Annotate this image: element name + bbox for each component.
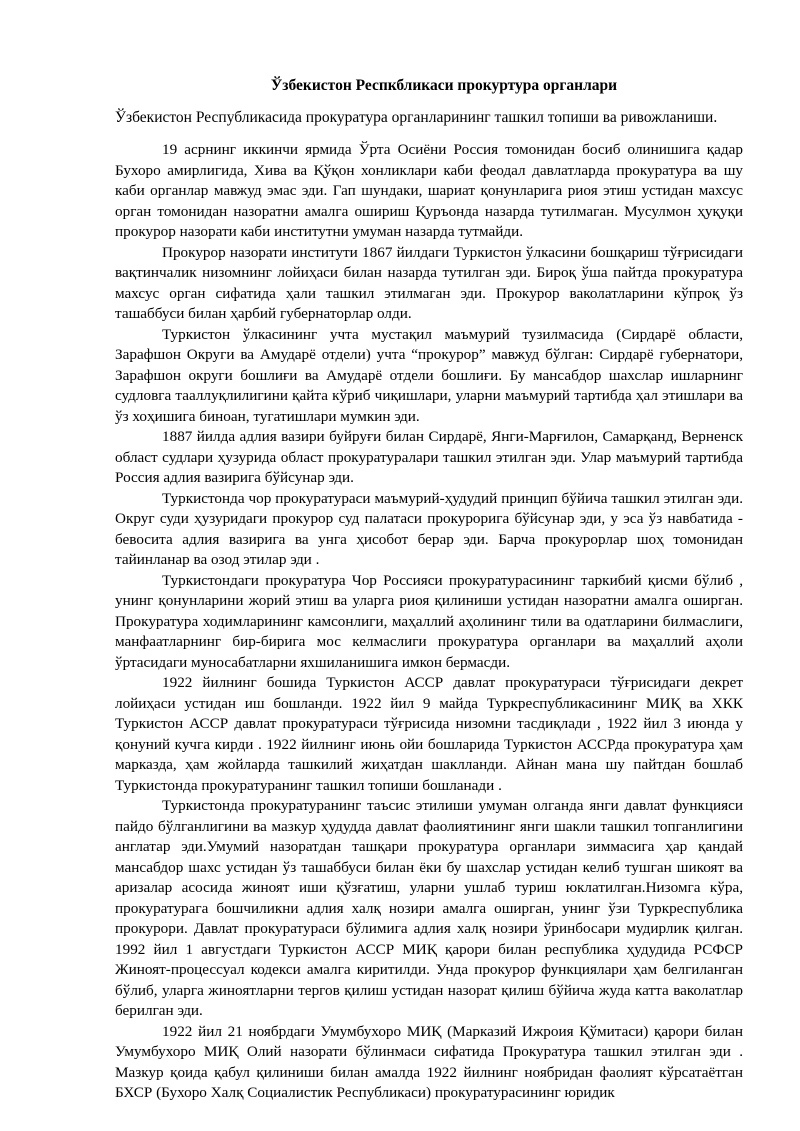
paragraph: Туркистондаги прокуратура Чор Россияси прокуратурасининг таркибий қисми бўлиб , унинг қонунларини жорий этиш ва уларга риоя қилиниши устидан назоратни амалга оширган. Прокуратура ходимларининг камсонлиги, маҳаллий аҳолининг тили ва одатларини билмаслиги, манфаатларнинг бир-бирига мос келмаслиги прокуратура органлари ва маҳаллий аҳоли ўртасидаги муносабатларни яхшиланишига имкон бермасди.	[115, 571, 743, 671]
paragraph: Прокурор назорати институти 1867 йилдаги Туркистон ўлкасини бошқариш тўғрисидаги вақтинчалик низомнинг лойиҳаси билан назарда тутилган эди. Бироқ ўша пайтда прокуратура махсус орган сифатида ҳали ташкил этилмаган эди. Прокурор ваколатларини кўпроқ ўз ташаббуси билан ҳарбий губернаторлар олди.	[115, 243, 743, 322]
paragraph: Туркистон ўлкасининг учта мустақил маъмурий тузилмасида (Сирдарё области, Зарафшон Округи ва Амударё отдели) учта “прокурор” мавжуд бўлган: Сирдарё губернатори, Зарафшон округи бошлиғи ва Амударё отдели бошлиғи. Бу мансабдор шахслар ишларнинг судловга тааллуқлилигини қайта кўриб чиқишлари, уларни маъмурий тартибда ҳал этишлари ва ўз хоҳишига биноан, тугатишлари мумкин эди.	[115, 325, 743, 425]
paragraph: Туркистонда прокуратуранинг таъсис этилиши умуман олганда янги давлат функцияси пайдо бўлганлигини ва мазкур ҳудудда давлат фаолиятининг янги шакли ташкил топганлигини англатар эди.Умумий назоратдан ташқари прокуратура органлари зиммасига ҳар қандай мансабдор шахс устидан ўз ташаббуси билан ёки бу шахслар устидан келиб тушган шикоят ва аризалар асосида жиноят иши қўзғатиш, уларни ушлаб туриш юклатилган.Низомга кўра, прокуратурага бошчиликни адлия халқ нозири амалга оширган, унинг ўзи Туркреспублика прокурори. Давлат прокуратураси бўлимига адлия халқ нозири ўринбосари мудирлик қилган. 1992 йил 1 августдаги Туркистон АССР МИҚ қарори билан республика ҳудудида РСФСР Жиноят-процессуал кодекси амалга киритилди. Унда прокурор функциялари ҳам белгиланган бўлиб, уларга жиноятларни тергов қилиш устидан назорат қилиш бўйича жуда катта ваколатлар берилган эди.	[115, 797, 743, 1019]
paragraph: Туркистонда чор прокуратураси маъмурий-ҳудудий принцип бўйича ташкил этилган эди. Округ суди ҳузуридаги прокурор суд палатаси прокурорига бўйсунар эди, у эса ўз навбатида - бевосита адлия вазирига ва унга ҳисобот берар эди. Барча прокурорлар шоҳ томонидан тайинланар ва озод этилар эди .	[115, 489, 743, 568]
document-subtitle: Ўзбекистон Республикасида прокуратура органларининг ташкил топиши ва ривожланиши.	[115, 109, 718, 126]
paragraph: 1922 йил 21 ноябрдаги Умумбухоро МИҚ (Марказий Ижроия Қўмитаси) қарори билан Умумбухоро МИҚ Олий назорати бўлинмаси сифатида Прокуратура ташкил этилган эди . Мазкур қоида қабул қилиниши билан амалда 1922 йилнинг ноябридан фаолият кўрсатаётган БХСР (Бухоро Халқ Социалистик Республикаси) прокуратурасининг юридик	[115, 1022, 743, 1101]
paragraph: 19 асрнинг иккинчи ярмида Ўрта Осиёни Россия томонидан босиб олинишига қадар Бухоро амирлигида, Хива ва Қўқон хонликлари каби феодал давлатларда прокуратура ва шу каби органлар мавжуд эмас эди. Гап шундаки, шариат қонунларига риоя этиш устидан махсус орган томонидан назоратни амалга ошириш Қуръонда назарда тутилмаган. Мусулмон ҳуқуқи прокурор назорати каби институтни умуман назарда тутмайди.	[115, 141, 743, 240]
document-body	[115, 76, 743, 1104]
paragraph: 1922 йилнинг бошида Туркистон АССР давлат прокуратураси тўғрисидаги декрет лойиҳаси устидан иш бошланди. 1922 йил 9 майда Туркреспубликасининг МИҚ ва ХКК Туркистон АССР давлат прокуратураси тўғрисида низомни тасдиқлади , 1922 йил 3 июнда у қонуний кучга кирди . 1922 йилнинг июнь ойи бошларида Туркистон АССРда прокуратура ҳам марказда, ҳам жойларда ташкилий жиҳатдан шаклланди. Айнан мана шу пайтдан бошлаб Туркистонда прокуратуранинг ташкил топиши бошланади .	[115, 674, 743, 794]
paragraph: 1887 йилда адлия вазири буйруғи билан Сирдарё, Янги-Марғилон, Самарқанд, Верненск област судлари ҳузурида област прокуратуралари ташкил этилган эди. Улар маъмурий тартибда Россия адлия вазирига бўйсунар эди.	[115, 428, 743, 486]
document-title: Ўзбекистон Респкбликаси прокуртура органлари	[270, 77, 618, 94]
